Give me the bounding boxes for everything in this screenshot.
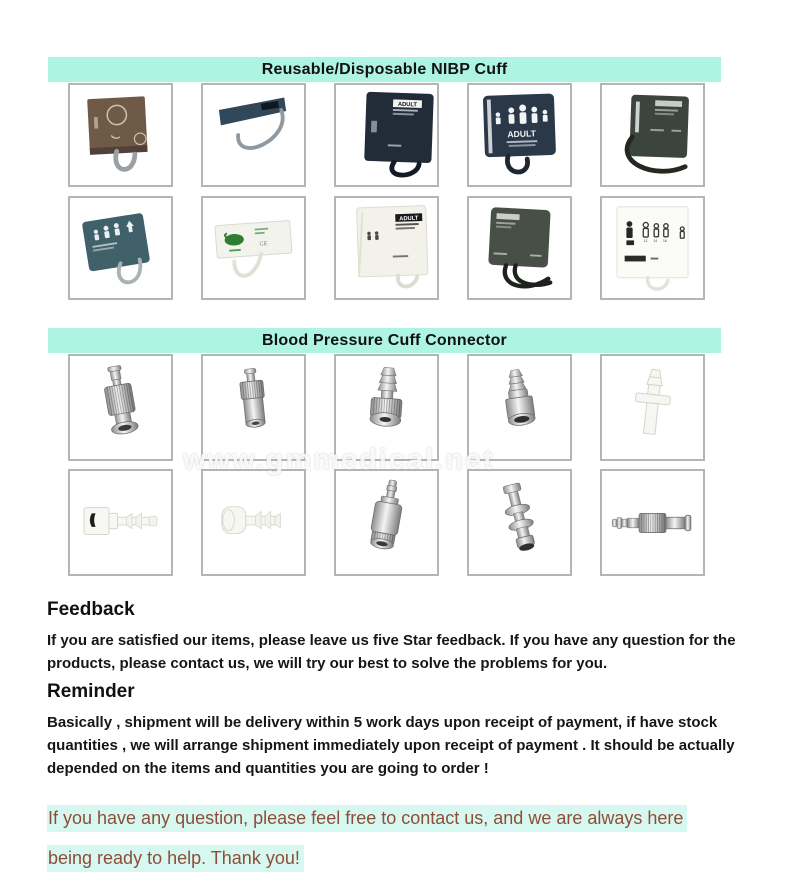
metal-inline-knurled-connector-image [604,475,701,571]
product-cell-metal-barbed-knurled-connector [334,354,439,461]
closing-message-line1 [47,806,687,830]
navy-adult-durable-cuff-image [338,87,435,183]
metal-barbed-base-connector-image [471,360,568,456]
navy-slim-cuff-image [205,87,302,183]
metal-knurled-flange-connector-image [72,360,169,456]
white-family-print-cuff-image [604,200,701,296]
product-cell-navy-family-adult-cuff [467,83,572,187]
feedback-body: If you are satisfied our items, please leave us five Star feedback. If you have any question for the products, please contact us, we will try our best to solve the problems for you. [47,632,736,672]
product-cell-metal-barbed-base-connector [467,354,572,461]
svg-text:14: 14 [653,239,658,244]
svg-text:16: 16 [663,239,667,244]
product-cell-white-plastic-clip-connector [68,469,173,576]
metal-knurled-cylinder-connector-image [205,360,302,456]
connector-product-grid [68,354,705,576]
metal-plug-flange-connector-image [471,475,568,571]
svg-text:ADULT: ADULT [399,215,419,223]
connector-section-title: Blood Pressure Cuff Connector [262,331,507,349]
product-cell-white-neonate-animal-cuff [201,196,306,300]
product-cell-metal-knurled-cylinder-connector [201,354,306,461]
product-cell-green-side-tube-cuff [600,83,705,187]
product-cell-metal-plug-flange-connector [467,469,572,576]
white-plastic-luer-connector-image [604,360,701,456]
olive-dual-tube-cuff-image [471,200,568,296]
closing-message-line1-text: If you have any question, please feel free to contact us, and we are always here [47,805,687,832]
product-cell-navy-slim-cuff [201,83,306,187]
product-cell-white-plastic-cap-connector [201,469,306,576]
white-plastic-clip-connector-image [72,475,169,571]
metal-quick-release-connector-image [338,475,435,571]
product-cell-olive-dual-tube-cuff [467,196,572,300]
cuff-product-grid [68,83,705,300]
white-plastic-cap-connector-image [205,475,302,571]
product-cell-metal-quick-release-connector [334,469,439,576]
svg-text:CE: CE [259,241,268,248]
feedback-heading: Feedback [47,599,135,620]
closing-message-line2 [47,846,304,870]
reminder-heading: Reminder [47,681,135,702]
green-side-tube-cuff-image [604,87,701,183]
svg-text:ADULT: ADULT [397,101,418,109]
teal-pediatric-cuff-image [72,200,169,296]
product-cell-brown-reusable-cuff [68,83,173,187]
connector-section-banner [48,328,721,353]
closing-message-line2-text: being ready to help. Thank you! [47,845,304,872]
product-cell-white-family-print-cuff [600,196,705,300]
brown-reusable-cuff-image [72,87,169,183]
navy-family-adult-cuff-image [471,87,568,183]
svg-text:12: 12 [643,239,648,244]
cuff-section-banner [48,57,721,82]
product-cell-metal-inline-knurled-connector [600,469,705,576]
site-watermark: www.gmmedical.net [183,444,495,476]
product-cell-teal-pediatric-cuff [68,196,173,300]
white-disposable-adult-cuff-image [338,200,435,296]
reminder-body: Basically , shipment will be delivery within 5 work days upon receipt of payment, if have stock quantities , we will arrange shipment immediately upon receipt of payment . It should be actually depended on the items and quantities you are going to order ! [47,714,735,777]
product-cell-metal-knurled-flange-connector [68,354,173,461]
white-neonate-animal-cuff-image [205,200,302,296]
product-cell-navy-adult-durable-cuff [334,83,439,187]
metal-barbed-knurled-connector-image [338,360,435,456]
product-cell-white-disposable-adult-cuff [334,196,439,300]
product-cell-white-plastic-luer-connector [600,354,705,461]
cuff-section-title: Reusable/Disposable NIBP Cuff [261,60,508,78]
svg-text:ADULT: ADULT [507,128,537,140]
